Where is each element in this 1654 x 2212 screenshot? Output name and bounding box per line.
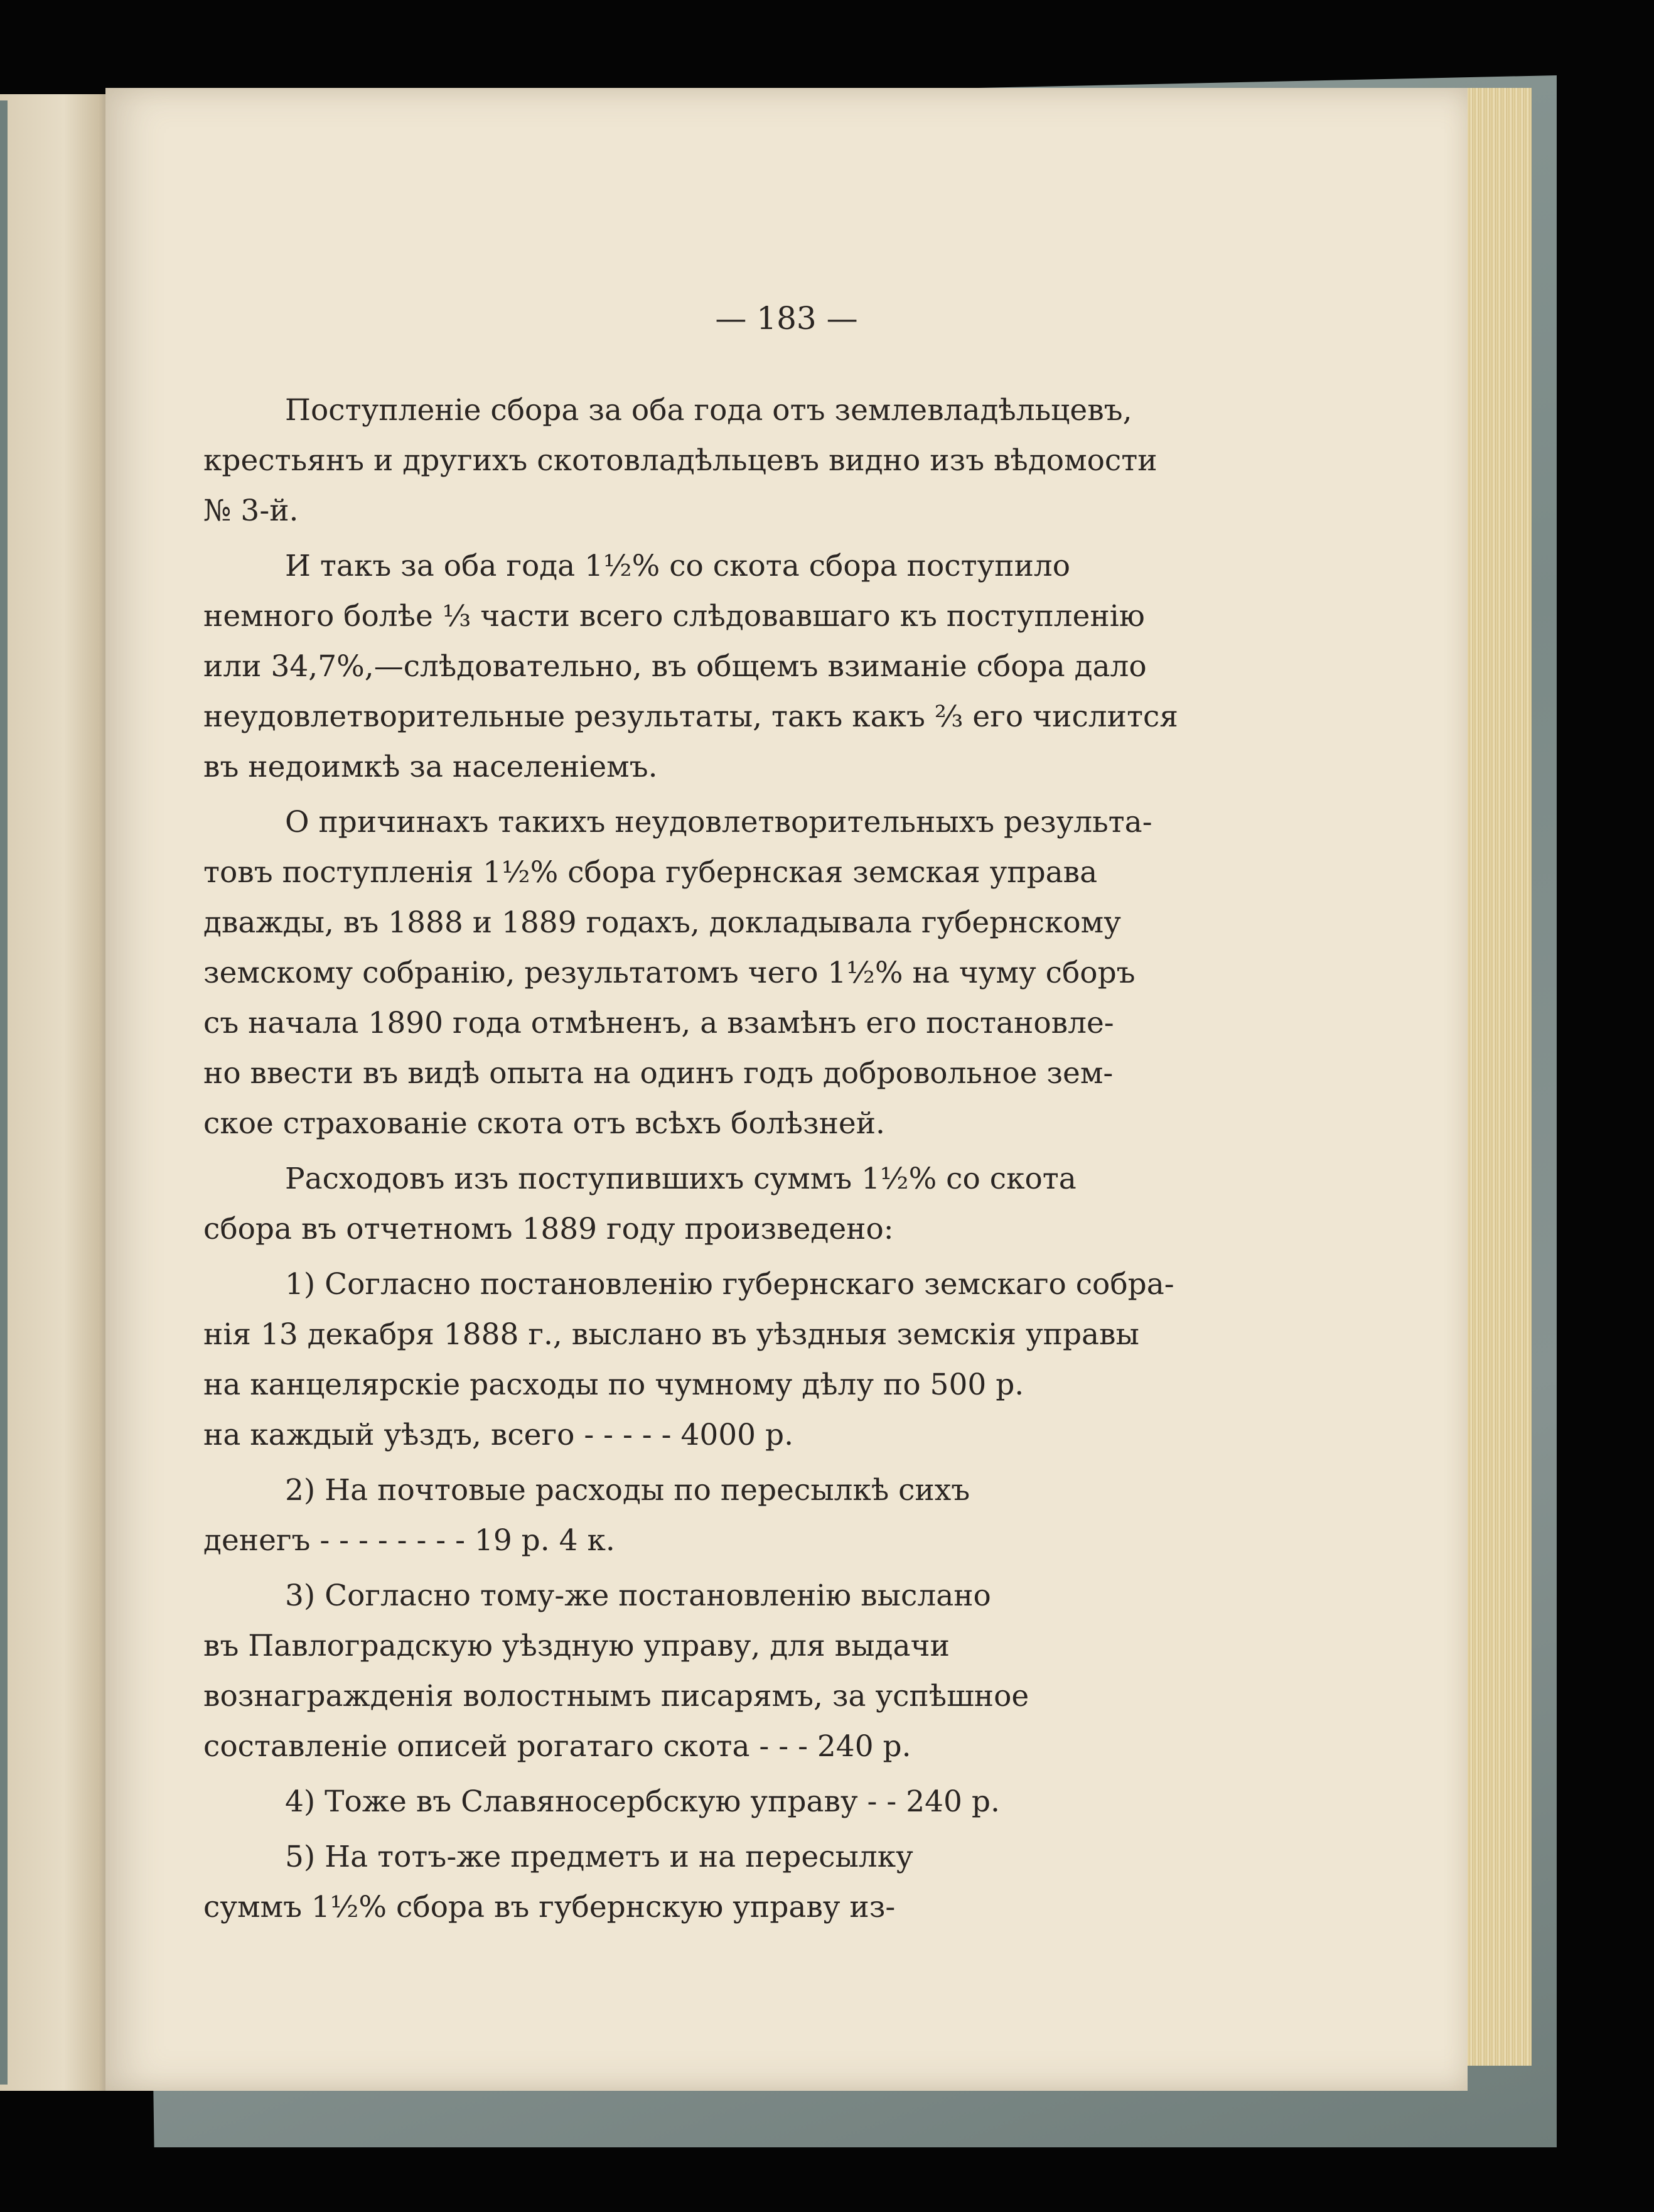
text-line: денегъ - - - - - - - - 19 р. 4 к. [203,1523,615,1558]
text-line: нія 13 декабря 1888 г., выслано въ уѣздныя земскія управы [203,1317,1139,1352]
text-line: 3) Согласно тому-же постановленію выслано [285,1578,991,1613]
text-line: суммъ 1½% сбора въ губернскую управу из- [203,1890,896,1924]
text-line: на каждый уѣздъ, всего - - - - - 4000 р. [203,1418,794,1452]
text-line: крестьянъ и другихъ скотовладѣльцевъ видно изъ вѣдомости [203,443,1157,478]
text-line: съ начала 1890 года отмѣненъ, а взамѣнъ его постановле- [203,1006,1114,1040]
text-line: или 34,7%,—слѣдовательно, въ общемъ взиманіе сбора дало [203,649,1147,684]
text-line: И такъ за оба года 1½% со скота сбора поступило [285,549,1071,583]
text-line: неудовлетворительные результаты, такъ какъ ⅔ его числится [203,699,1178,734]
text-line: ское страхованіе скота отъ всѣхъ болѣзней. [203,1106,885,1141]
text-line: 2) На почтовые расходы по пересылкѣ сихъ [285,1473,970,1508]
text-line: но ввести въ видѣ опыта на одинъ годъ добровольное зем- [203,1056,1114,1091]
text-line: товъ поступленія 1½% сбора губернская земская управа [203,855,1098,890]
text-line: немного болѣе ⅓ части всего слѣдовавшаго къ поступленію [203,599,1145,634]
text-line: Расходовъ изъ поступившихъ суммъ 1½% со скота [285,1162,1077,1196]
text-line: № 3-й. [203,494,299,528]
text-line: дважды, въ 1888 и 1889 годахъ, докладывала губернскому [203,905,1121,940]
left-page-edge [0,94,116,2091]
text-line: составленіе описей рогатаго скота - - - 240 р. [203,1729,911,1764]
text-line: 4) Тоже въ Славяносербскую управу - - 240 р. [285,1784,1000,1819]
text-line: на канцелярскіе расходы по чумному дѣлу по 500 р. [203,1368,1024,1402]
text-line: Поступленіе сбора за оба года отъ землевладѣльцевъ, [285,393,1132,428]
text-line: въ Павлоградскую уѣздную управу, для выдачи [203,1629,950,1663]
text-line: 5) На тотъ-же предметъ и на пересылку [285,1840,913,1874]
text-line: 1) Согласно постановленію губернскаго земскаго собра- [285,1267,1174,1302]
text-line: вознагражденія волостнымъ писарямъ, за успѣшное [203,1679,1029,1713]
page-block-edges [1456,88,1532,2066]
left-cover-edge [0,100,8,2085]
page-number: — 183 — [715,300,858,337]
text-line: О причинахъ такихъ неудовлетворительныхъ результа- [285,805,1152,839]
text-line: въ недоимкѣ за населеніемъ. [203,750,658,784]
text-line: земскому собранію, результатомъ чего 1½% на чуму сборъ [203,956,1136,990]
text-line: сбора въ отчетномъ 1889 году произведено: [203,1212,894,1246]
book-page [105,88,1468,2091]
